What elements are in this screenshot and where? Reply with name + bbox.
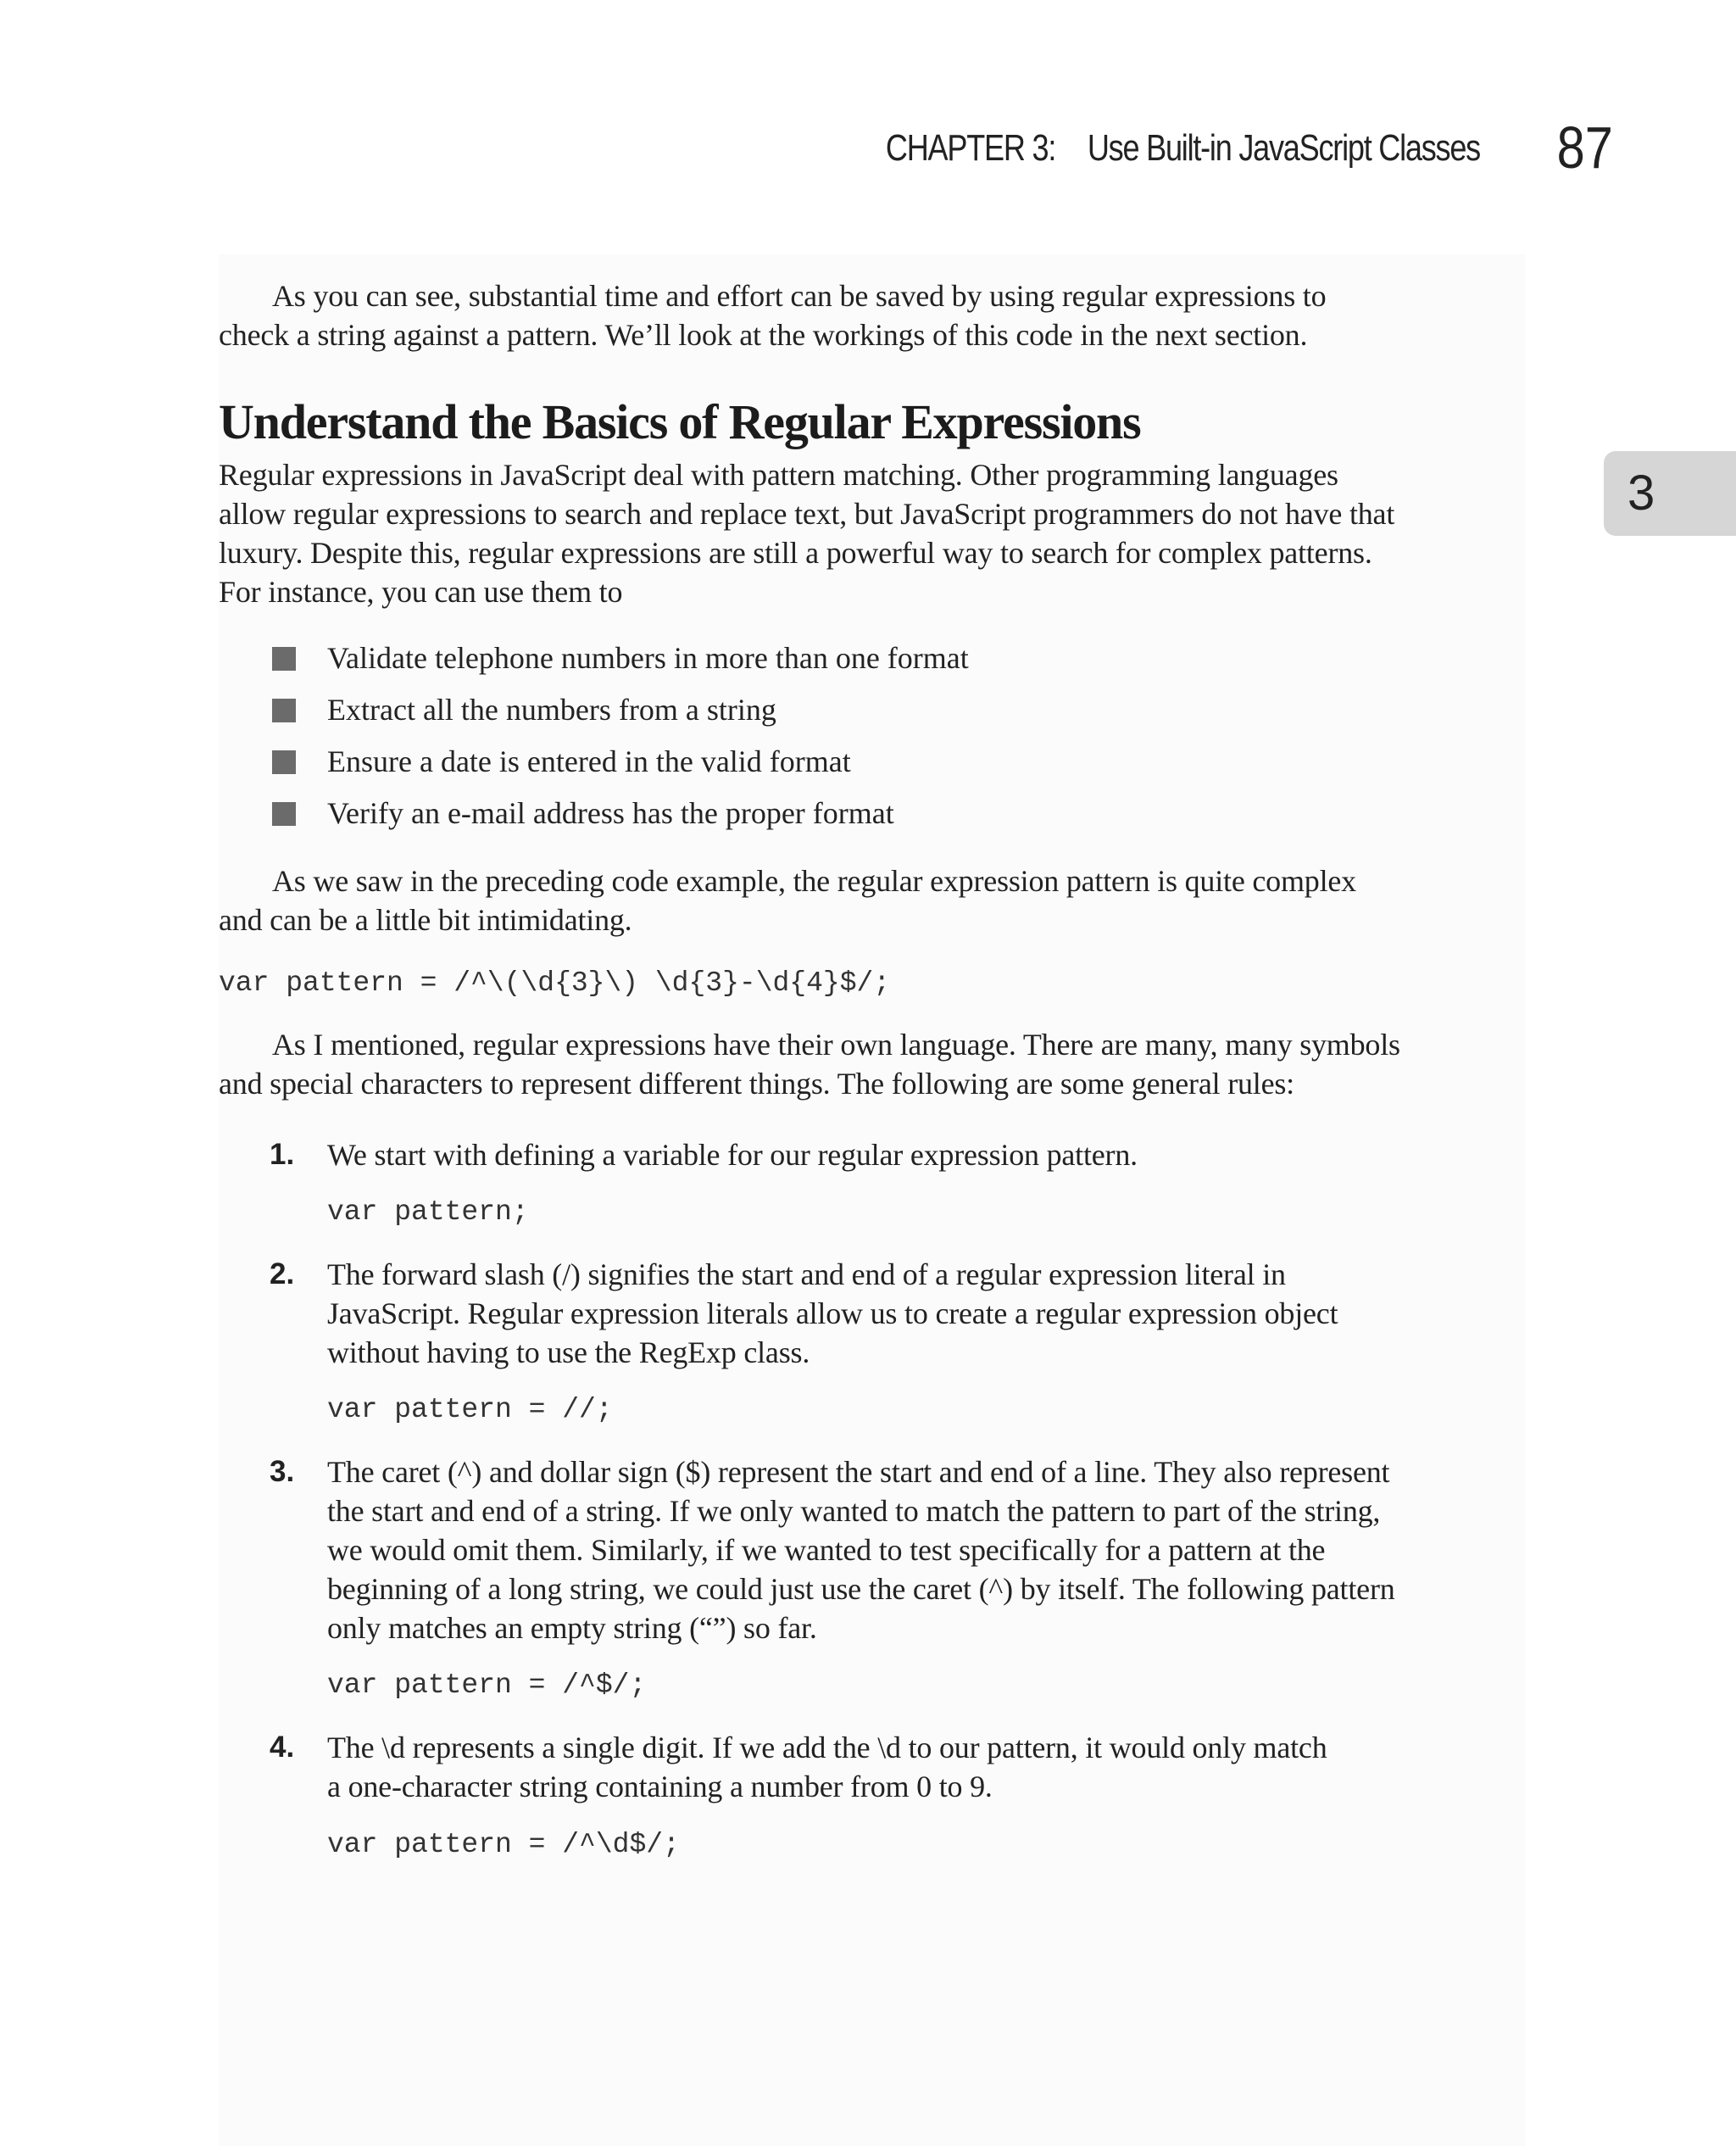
- section-line-3: luxury. Despite this, regular expressions are still a powerful way to search for complex patterns.: [219, 536, 1372, 570]
- step-number: 1.: [270, 1138, 295, 1171]
- preceding-line-1: As we saw in the preceding code example, the regular expression pattern is quite complex: [272, 864, 1356, 898]
- step-text: [327, 1452, 1514, 1647]
- thumb-tab-number: 3: [1628, 465, 1655, 521]
- chapter-thumb-tab: [1604, 451, 1736, 536]
- step-number: 3.: [270, 1455, 295, 1488]
- step-line: The \d represents a single digit. If we add the \d to our pattern, it would only match: [327, 1731, 1327, 1764]
- step-line: without having to use the RegExp class.: [327, 1335, 810, 1369]
- list-item: [219, 742, 969, 794]
- step-text: [327, 1728, 1514, 1806]
- step-line: JavaScript. Regular expression literals allow us to create a regular expression object: [327, 1296, 1338, 1330]
- list-item: [219, 690, 969, 742]
- step-code: var pattern = //;: [327, 1394, 613, 1425]
- intro-line-2: check a string against a pattern. We’ll look at the workings of this code in the next section.: [219, 318, 1308, 352]
- running-head: [886, 127, 1480, 170]
- step-line: the start and end of a string. If we only wanted to match the pattern to part of the string,: [327, 1494, 1381, 1528]
- step-line: The forward slash (/) signifies the start and end of a regular expression literal in: [327, 1257, 1286, 1291]
- step-line: we would omit them. Similarly, if we wanted to test specifically for a pattern at the: [327, 1533, 1326, 1567]
- step-code: var pattern;: [327, 1196, 529, 1228]
- chapter-title: Use Built-in JavaScript Classes: [1087, 127, 1480, 169]
- section-line-4: For instance, you can use them to: [219, 575, 623, 609]
- section-paragraph: [219, 455, 1507, 611]
- preceding-line-2: and can be a little bit intimidating.: [219, 903, 632, 937]
- section-heading: Understand the Basics of Regular Expressions: [219, 394, 1141, 449]
- step-line: We start with defining a variable for our regular expression pattern.: [327, 1138, 1138, 1172]
- step-line: a one-character string containing a number from 0 to 9.: [327, 1770, 993, 1803]
- bullet-text: Verify an e-mail address has the proper format: [327, 796, 894, 830]
- step-number: 4.: [270, 1731, 295, 1764]
- square-bullet-icon: [272, 750, 296, 774]
- page-number: 87: [1556, 114, 1613, 181]
- step-line: The caret (^) and dollar sign ($) represent the start and end of a line. They also represent: [327, 1455, 1390, 1489]
- step-line: beginning of a long string, we could just use the caret (^) by itself. The following pattern: [327, 1572, 1395, 1606]
- step-text: [327, 1255, 1514, 1372]
- bullet-list: [219, 638, 969, 845]
- rules-line-1: As I mentioned, regular expressions have their own language. There are many, many symbols: [272, 1028, 1400, 1062]
- intro-line-1: As you can see, substantial time and effort can be saved by using regular expressions to: [272, 279, 1327, 313]
- rules-line-2: and special characters to represent different things. The following are some general rules:: [219, 1067, 1294, 1101]
- square-bullet-icon: [272, 699, 296, 722]
- list-item: [219, 794, 969, 845]
- preceding-paragraph: [219, 861, 1507, 939]
- bullet-text: Ensure a date is entered in the valid format: [327, 744, 851, 778]
- list-item: [219, 638, 969, 690]
- square-bullet-icon: [272, 647, 296, 671]
- code-main-pattern: var pattern = /^\(\d{3}\) \d{3}-\d{4}$/;: [219, 967, 891, 999]
- step-code: var pattern = /^\d$/;: [327, 1829, 680, 1860]
- intro-paragraph: [219, 276, 1507, 354]
- chapter-label: CHAPTER 3:: [885, 127, 1056, 169]
- section-line-2: allow regular expressions to search and replace text, but JavaScript programmers do not have that: [219, 497, 1395, 531]
- rules-paragraph: [219, 1025, 1507, 1103]
- bullet-text: Validate telephone numbers in more than one format: [327, 641, 969, 675]
- step-text: [327, 1135, 1514, 1174]
- step-code: var pattern = /^$/;: [327, 1669, 647, 1701]
- section-line-1: Regular expressions in JavaScript deal with pattern matching. Other programming languages: [219, 458, 1338, 492]
- bullet-text: Extract all the numbers from a string: [327, 693, 776, 727]
- step-line: only matches an empty string (“”) so far.: [327, 1611, 817, 1645]
- step-number: 2.: [270, 1257, 295, 1290]
- square-bullet-icon: [272, 802, 296, 826]
